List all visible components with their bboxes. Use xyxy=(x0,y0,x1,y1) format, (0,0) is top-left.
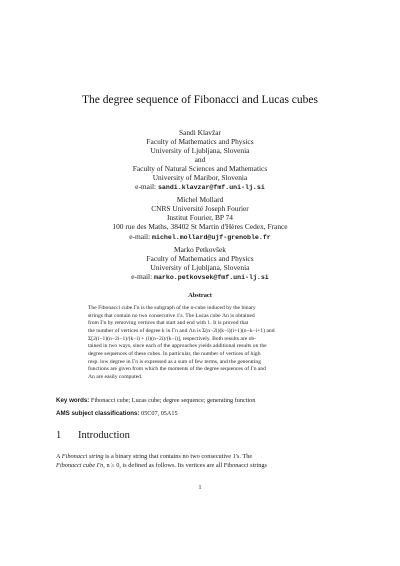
abstract-line: tained in two ways, since each of the approaches yields additional results on the xyxy=(88,343,267,350)
keywords-text: Fibonacci cube; Lucas cube; degree sequence; generating function xyxy=(90,397,256,404)
intro-line xyxy=(56,452,346,461)
affiliation-line: Institut Fourier, BP 74 xyxy=(167,213,233,223)
abstract-line: Λn are easily computed. xyxy=(88,373,143,380)
abstract-line: the number of vertices of degree k in Γn and Λn is Σ(n−2i)(k−i)(i+1)(n−k−i+1) and xyxy=(88,327,275,334)
abstract-line: Σ[2(i−1)(n−2i−1)/(k−i) + (i)(n−2i)/(k−i)], respectively. Both results are ob- xyxy=(88,335,257,342)
keywords-line xyxy=(56,397,356,404)
affiliation-line: University of Ljubljana, Slovenia xyxy=(150,146,250,156)
intro-text: , n ≥ 0, is defined as follows. Its vertices are all Fibonacci strings xyxy=(103,462,267,469)
email-label: e-mail: xyxy=(129,231,151,241)
email-label: e-mail: xyxy=(135,182,157,192)
keywords-label: Key words: xyxy=(56,397,90,404)
section-number: 1 xyxy=(56,430,62,441)
intro-text: A xyxy=(56,453,62,460)
ams-codes: 05C07, 05A15 xyxy=(141,410,178,417)
affiliation-line: University of Maribor, Slovenia xyxy=(152,173,248,183)
email-line xyxy=(0,182,400,192)
intro-paragraph xyxy=(56,452,346,470)
affiliation-line: University of Ljubljana, Slovenia xyxy=(150,262,250,272)
abstract-line: from Γn by removing vertices that start and end with 1. It is proved that xyxy=(88,320,249,327)
abstract-line: degree sequences of these cubes. In particular, the number of vertices of high xyxy=(88,350,261,357)
paper-title: The degree sequence of Fibonacci and Lucas cubes xyxy=(82,94,318,106)
author-name: Marko Petkovšek xyxy=(174,244,226,254)
ams-label: AMS subject classifications: xyxy=(56,410,140,417)
affiliation-line: 100 rue des Maths, 38402 St Martin d'Hères Cedex, France xyxy=(112,222,288,232)
author-name: Michel Mollard xyxy=(176,195,224,205)
affiliation-line: Faculty of Natural Sciences and Mathematics xyxy=(132,164,268,174)
email-address[interactable]: marko.petkovsek@fmf.uni-lj.si xyxy=(154,273,269,281)
affiliation-line: and xyxy=(194,155,206,165)
abstract-line: resp. low degree in Γn is expressed as a sum of few terms, and the generating xyxy=(88,358,262,365)
email-line xyxy=(0,272,400,282)
intro-term: Fibonacci string xyxy=(61,453,104,460)
page-number: 1 xyxy=(198,484,202,491)
ams-line xyxy=(56,410,356,417)
abstract-line: strings that contain no two consecutive 1's. The Lucas cube Λn is obtained xyxy=(88,312,255,319)
affiliation-line: Faculty of Mathematics and Physics xyxy=(146,253,254,263)
section-heading xyxy=(56,430,130,441)
affiliation-line: Faculty of Mathematics and Physics xyxy=(146,137,254,147)
author-name: Sandi Klavžar xyxy=(178,128,222,137)
abstract-line: functions are given from which the moments of the degree sequences of Γn and xyxy=(88,366,266,373)
abstract-heading: Abstract xyxy=(188,292,212,299)
author-block xyxy=(0,128,400,282)
email-label: e-mail: xyxy=(131,271,153,281)
intro-line xyxy=(56,461,346,470)
intro-text: is a binary string that contains no two consecutive 1's. The xyxy=(103,453,253,460)
email-line xyxy=(0,232,400,242)
email-address[interactable]: sandi.klavzar@fmf.uni-lj.si xyxy=(157,184,265,192)
intro-term: Fibonacci cube Γn xyxy=(56,462,104,469)
section-title: Introduction xyxy=(78,430,130,441)
email-address[interactable]: michel.mollard@ujf-grenoble.fr xyxy=(152,233,271,241)
affiliation-line: CNRS Université Joseph Fourier xyxy=(151,204,249,214)
abstract-body xyxy=(88,305,313,382)
abstract-line: The Fibonacci cube Γn is the subgraph of the n-cube induced by the binary xyxy=(88,305,256,311)
